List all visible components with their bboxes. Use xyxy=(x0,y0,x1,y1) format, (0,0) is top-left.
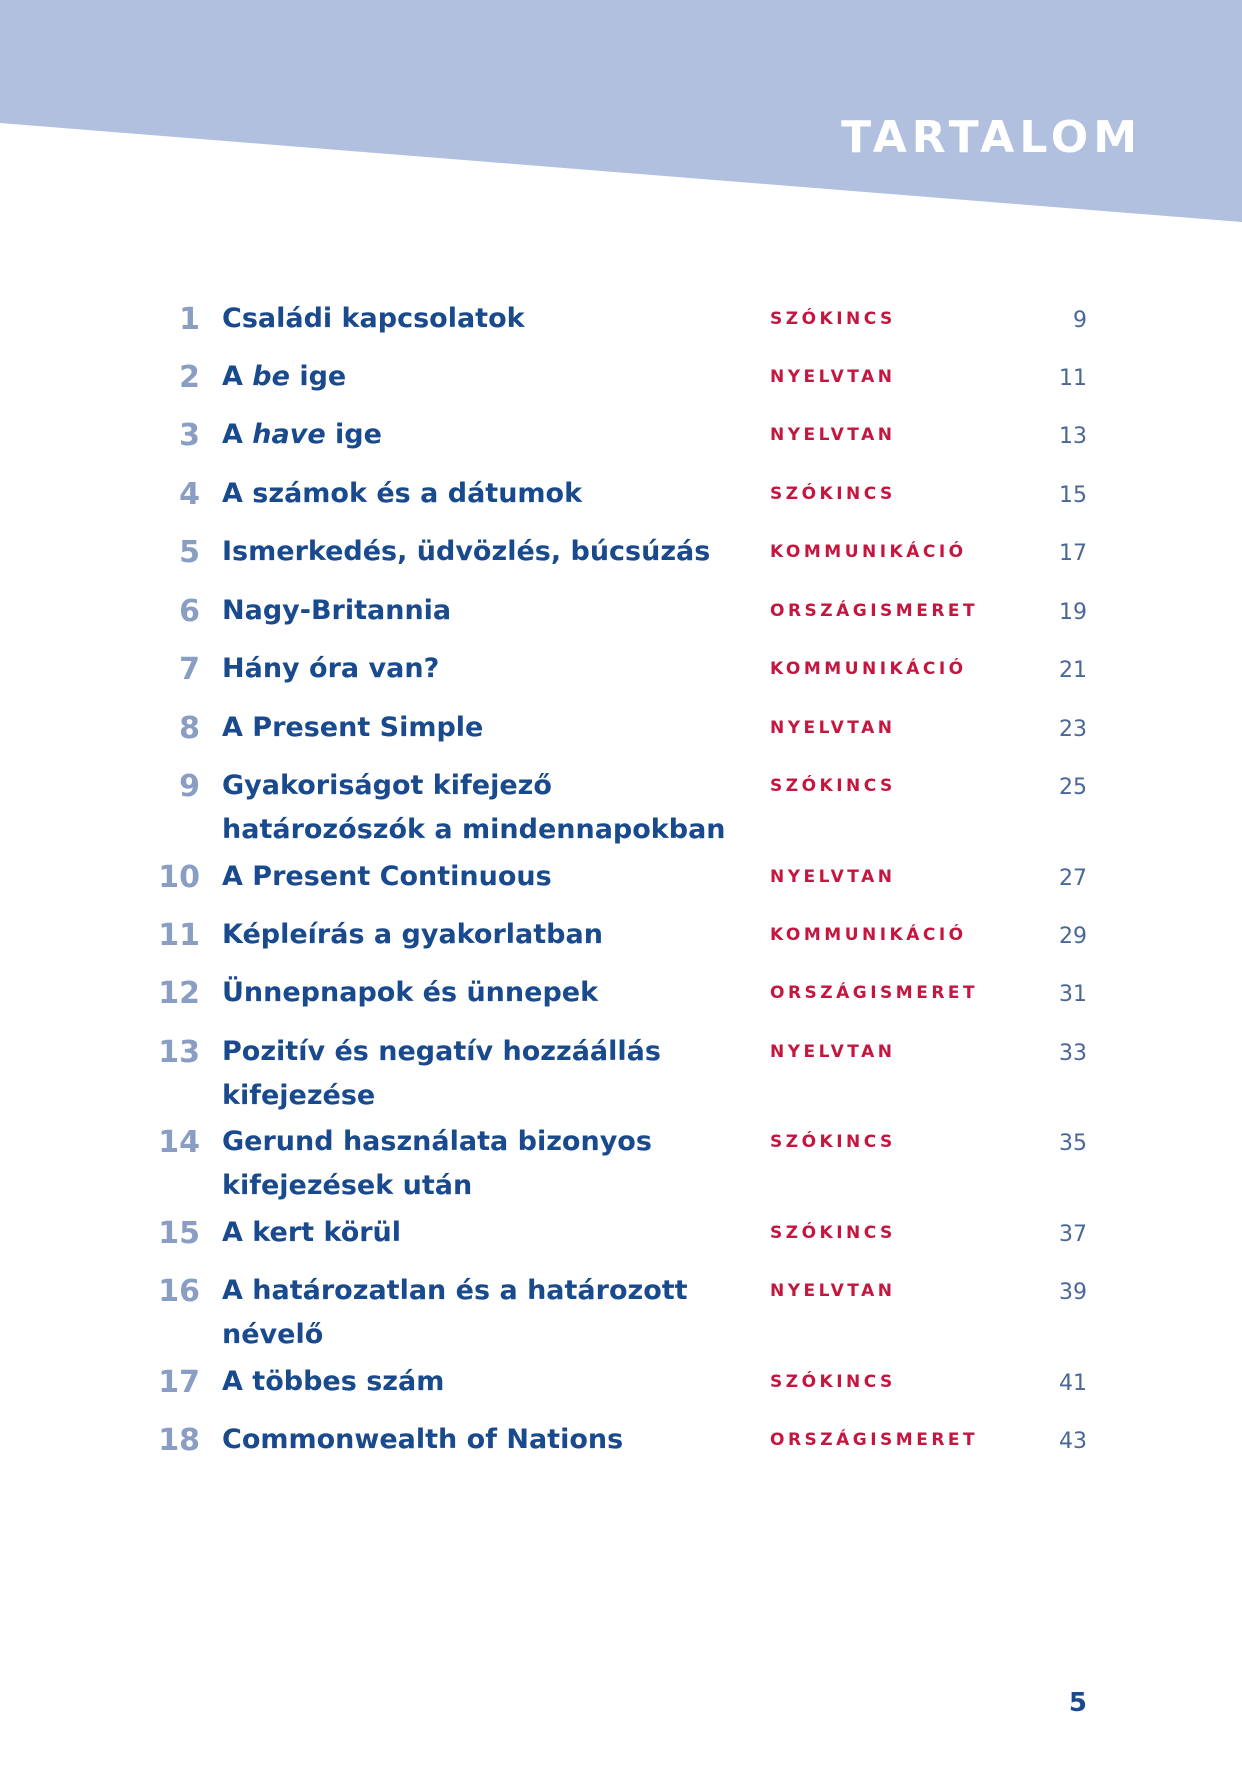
chapter-page-number: 11 xyxy=(1059,366,1087,391)
chapter-number: 13 xyxy=(158,1035,200,1070)
chapter-page-number: 41 xyxy=(1059,1371,1087,1396)
chapter-title xyxy=(222,971,742,1015)
page-number: 5 xyxy=(1068,1688,1087,1718)
chapter-category: KOMMUNIKÁCIÓ xyxy=(770,659,967,679)
chapter-page-number: 35 xyxy=(1059,1131,1087,1156)
chapter-page-number: 27 xyxy=(1059,866,1087,891)
chapter-title-italic: be xyxy=(252,361,290,392)
chapter-category: NYELVTAN xyxy=(770,1281,896,1301)
chapter-title xyxy=(222,530,742,574)
chapter-number: 3 xyxy=(179,418,200,453)
chapter-page-number: 19 xyxy=(1059,600,1087,625)
chapter-number: 5 xyxy=(179,535,200,570)
chapter-title-text: Gyakoriságot kifejező határozószók a mindennapokban xyxy=(222,770,726,845)
chapter-title-text-end: ige xyxy=(289,361,347,392)
chapter-title-text: A kert körül xyxy=(222,1217,402,1248)
chapter-title xyxy=(222,647,742,691)
chapter-number: 14 xyxy=(158,1125,200,1160)
chapter-page-number: 9 xyxy=(1073,308,1087,333)
chapter-title-text: A xyxy=(222,361,253,392)
chapter-title xyxy=(222,706,742,750)
chapter-page-number: 37 xyxy=(1059,1222,1087,1247)
chapter-title xyxy=(222,1360,742,1404)
chapter-number: 2 xyxy=(179,360,200,395)
chapter-number: 17 xyxy=(158,1365,200,1400)
chapter-number: 10 xyxy=(158,860,200,895)
chapter-category: SZÓKINCS xyxy=(770,484,896,504)
chapter-title xyxy=(222,1418,742,1462)
chapter-page-number: 25 xyxy=(1059,775,1087,800)
chapter-number: 12 xyxy=(158,976,200,1011)
chapter-category: SZÓKINCS xyxy=(770,1132,896,1152)
chapter-page-number: 31 xyxy=(1059,982,1087,1007)
chapter-title xyxy=(222,913,742,957)
chapter-page-number: 39 xyxy=(1059,1280,1087,1305)
chapter-title-text-end: ige xyxy=(325,419,382,450)
chapter-category: SZÓKINCS xyxy=(770,1372,896,1392)
chapter-page-number: 13 xyxy=(1059,424,1087,449)
chapter-page-number: 23 xyxy=(1059,717,1087,742)
chapter-title-text: Családi kapcsolatok xyxy=(222,303,525,334)
chapter-title-text: A határozatlan és a határozott névelő xyxy=(222,1275,688,1350)
chapter-title xyxy=(222,413,742,457)
chapter-title-text: A számok és a dátumok xyxy=(222,478,583,509)
chapter-number: 16 xyxy=(158,1274,200,1309)
chapter-title xyxy=(222,1211,742,1255)
chapter-category: ORSZÁGISMERET xyxy=(770,1430,979,1450)
chapter-page-number: 33 xyxy=(1059,1041,1087,1066)
chapter-number: 4 xyxy=(179,477,200,512)
chapter-title-text: Ünnepnapok és ünnepek xyxy=(222,977,599,1008)
chapter-number: 18 xyxy=(158,1423,200,1458)
chapter-title xyxy=(222,472,742,516)
chapter-title-text: A többes szám xyxy=(222,1366,445,1397)
chapter-number: 15 xyxy=(158,1216,200,1251)
chapter-category: ORSZÁGISMERET xyxy=(770,983,979,1003)
chapter-category: NYELVTAN xyxy=(770,718,896,738)
chapter-title-text: A Present Simple xyxy=(222,712,484,743)
chapter-number: 11 xyxy=(158,918,200,953)
chapter-title xyxy=(222,1120,742,1208)
chapter-page-number: 29 xyxy=(1059,924,1087,949)
chapter-category: SZÓKINCS xyxy=(770,309,896,329)
page-title: TARTALOM xyxy=(841,112,1142,163)
chapter-title xyxy=(222,1269,742,1357)
chapter-title xyxy=(222,589,742,633)
chapter-category: KOMMUNIKÁCIÓ xyxy=(770,925,967,945)
chapter-title-text: Hány óra van? xyxy=(222,653,440,684)
chapter-title-text: A Present Continuous xyxy=(222,861,552,892)
chapter-title-text: Gerund használata bizonyos kifejezések után xyxy=(222,1126,652,1201)
chapter-category: NYELVTAN xyxy=(770,425,896,445)
chapter-title xyxy=(222,764,742,852)
chapter-category: KOMMUNIKÁCIÓ xyxy=(770,542,967,562)
chapter-page-number: 17 xyxy=(1059,541,1087,566)
chapter-category: NYELVTAN xyxy=(770,867,896,887)
chapter-category: NYELVTAN xyxy=(770,367,896,387)
chapter-title xyxy=(222,355,742,399)
chapter-category: ORSZÁGISMERET xyxy=(770,601,979,621)
chapter-title-text: Commonwealth of Nations xyxy=(222,1424,624,1455)
chapter-number: 6 xyxy=(179,594,200,629)
chapter-title xyxy=(222,1030,742,1118)
chapter-title-text: Nagy-Britannia xyxy=(222,595,452,626)
chapter-title xyxy=(222,297,742,341)
chapter-page-number: 15 xyxy=(1059,483,1087,508)
chapter-category: SZÓKINCS xyxy=(770,776,896,796)
chapter-category: NYELVTAN xyxy=(770,1042,896,1062)
chapter-number: 8 xyxy=(179,711,200,746)
chapter-title-text: Pozitív és negatív hozzáállás kifejezése xyxy=(222,1036,661,1111)
chapter-number: 9 xyxy=(179,769,200,804)
chapter-page-number: 21 xyxy=(1059,658,1087,683)
chapter-title-text: Ismerkedés, üdvözlés, búcsúzás xyxy=(222,536,711,567)
chapter-title xyxy=(222,855,742,899)
chapter-title-italic: have xyxy=(252,419,326,450)
chapter-page-number: 43 xyxy=(1059,1429,1087,1454)
chapter-title-text: Képleírás a gyakorlatban xyxy=(222,919,603,950)
chapter-category: SZÓKINCS xyxy=(770,1223,896,1243)
chapter-title-text: A xyxy=(222,419,253,450)
chapter-number: 1 xyxy=(179,302,200,337)
chapter-number: 7 xyxy=(179,652,200,687)
